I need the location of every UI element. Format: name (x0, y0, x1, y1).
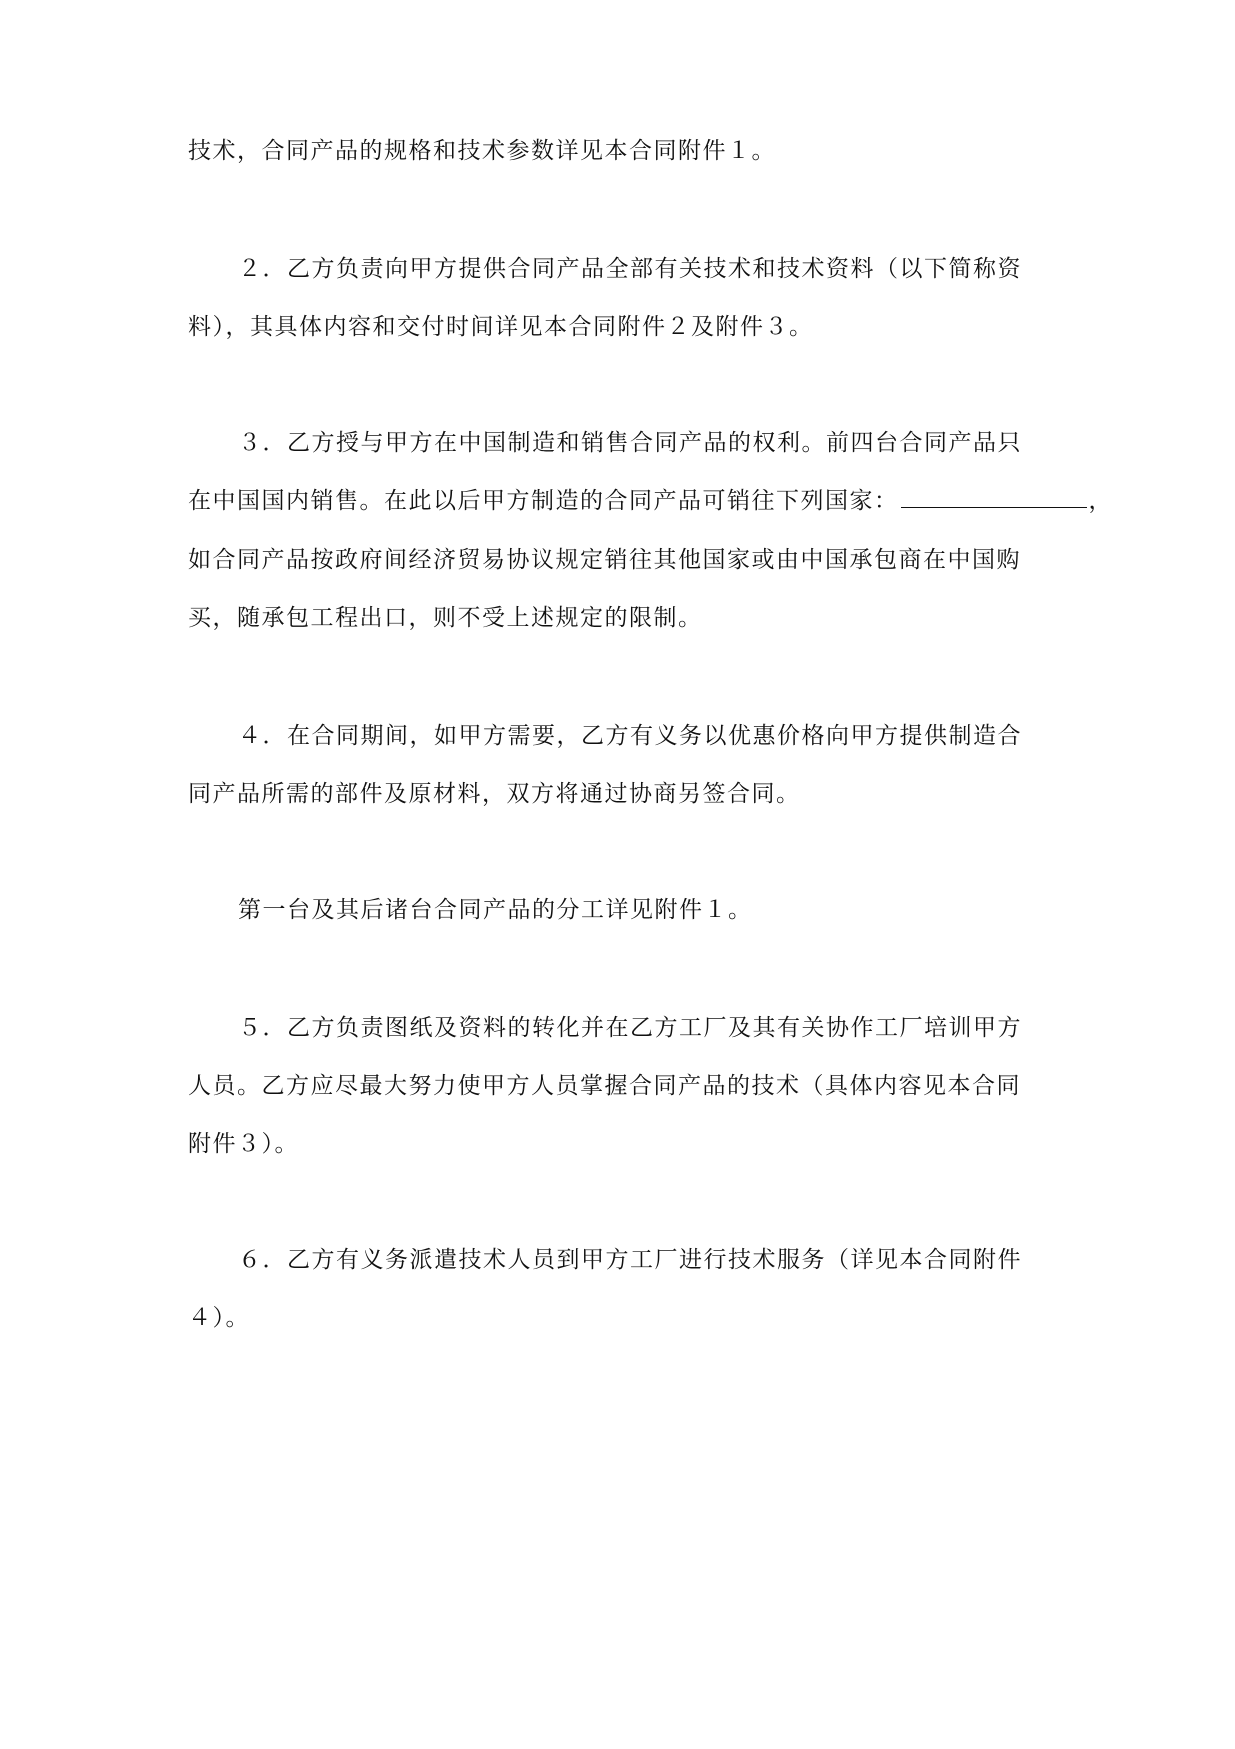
clause-5-line-2: 人员。乙方应尽最大努力使甲方人员掌握合同产品的技术（具体内容见本合同 (188, 1073, 1021, 1099)
fill-in-blank-countries (901, 489, 1087, 508)
clause-6-line-2: ４）。 (188, 1305, 250, 1331)
clause-3-line-2-punct: ， (1088, 488, 1113, 514)
clause-4-note-line: 第一台及其后诸台合同产品的分工详见附件１。 (238, 897, 753, 923)
clause-4-line-1: ４．在合同期间，如甲方需要，乙方有义务以优惠价格向甲方提供制造合 (238, 723, 1022, 749)
paragraph-continuation-line: 技术，合同产品的规格和技术参数详见本合同附件１。 (188, 138, 776, 164)
clause-3-line-2 (188, 486, 1113, 516)
clause-3-line-3: 如合同产品按政府间经济贸易协议规定销往其他国家或由中国承包商在中国购 (188, 547, 1021, 573)
clause-3-line-4: 买，随承包工程出口，则不受上述规定的限制。 (188, 605, 703, 631)
clause-3-line-2-text: 在中国国内销售。在此以后甲方制造的合同产品可销往下列国家： (188, 488, 899, 514)
clause-5-line-1: ５．乙方负责图纸及资料的转化并在乙方工厂及其有关协作工厂培训甲方 (238, 1015, 1022, 1041)
clause-2-line-1: ２．乙方负责向甲方提供合同产品全部有关技术和技术资料（以下简称资 (238, 256, 1022, 282)
clause-4-line-2: 同产品所需的部件及原材料，双方将通过协商另签合同。 (188, 781, 801, 807)
clause-3-line-1: ３．乙方授与甲方在中国制造和销售合同产品的权利。前四台合同产品只 (238, 430, 1022, 456)
clause-5-line-3: 附件３）。 (188, 1131, 299, 1157)
clause-2-line-2: 料），其具体内容和交付时间详见本合同附件２及附件３。 (188, 314, 814, 340)
clause-6-line-1: ６．乙方有义务派遣技术人员到甲方工厂进行技术服务（详见本合同附件 (238, 1247, 1022, 1273)
